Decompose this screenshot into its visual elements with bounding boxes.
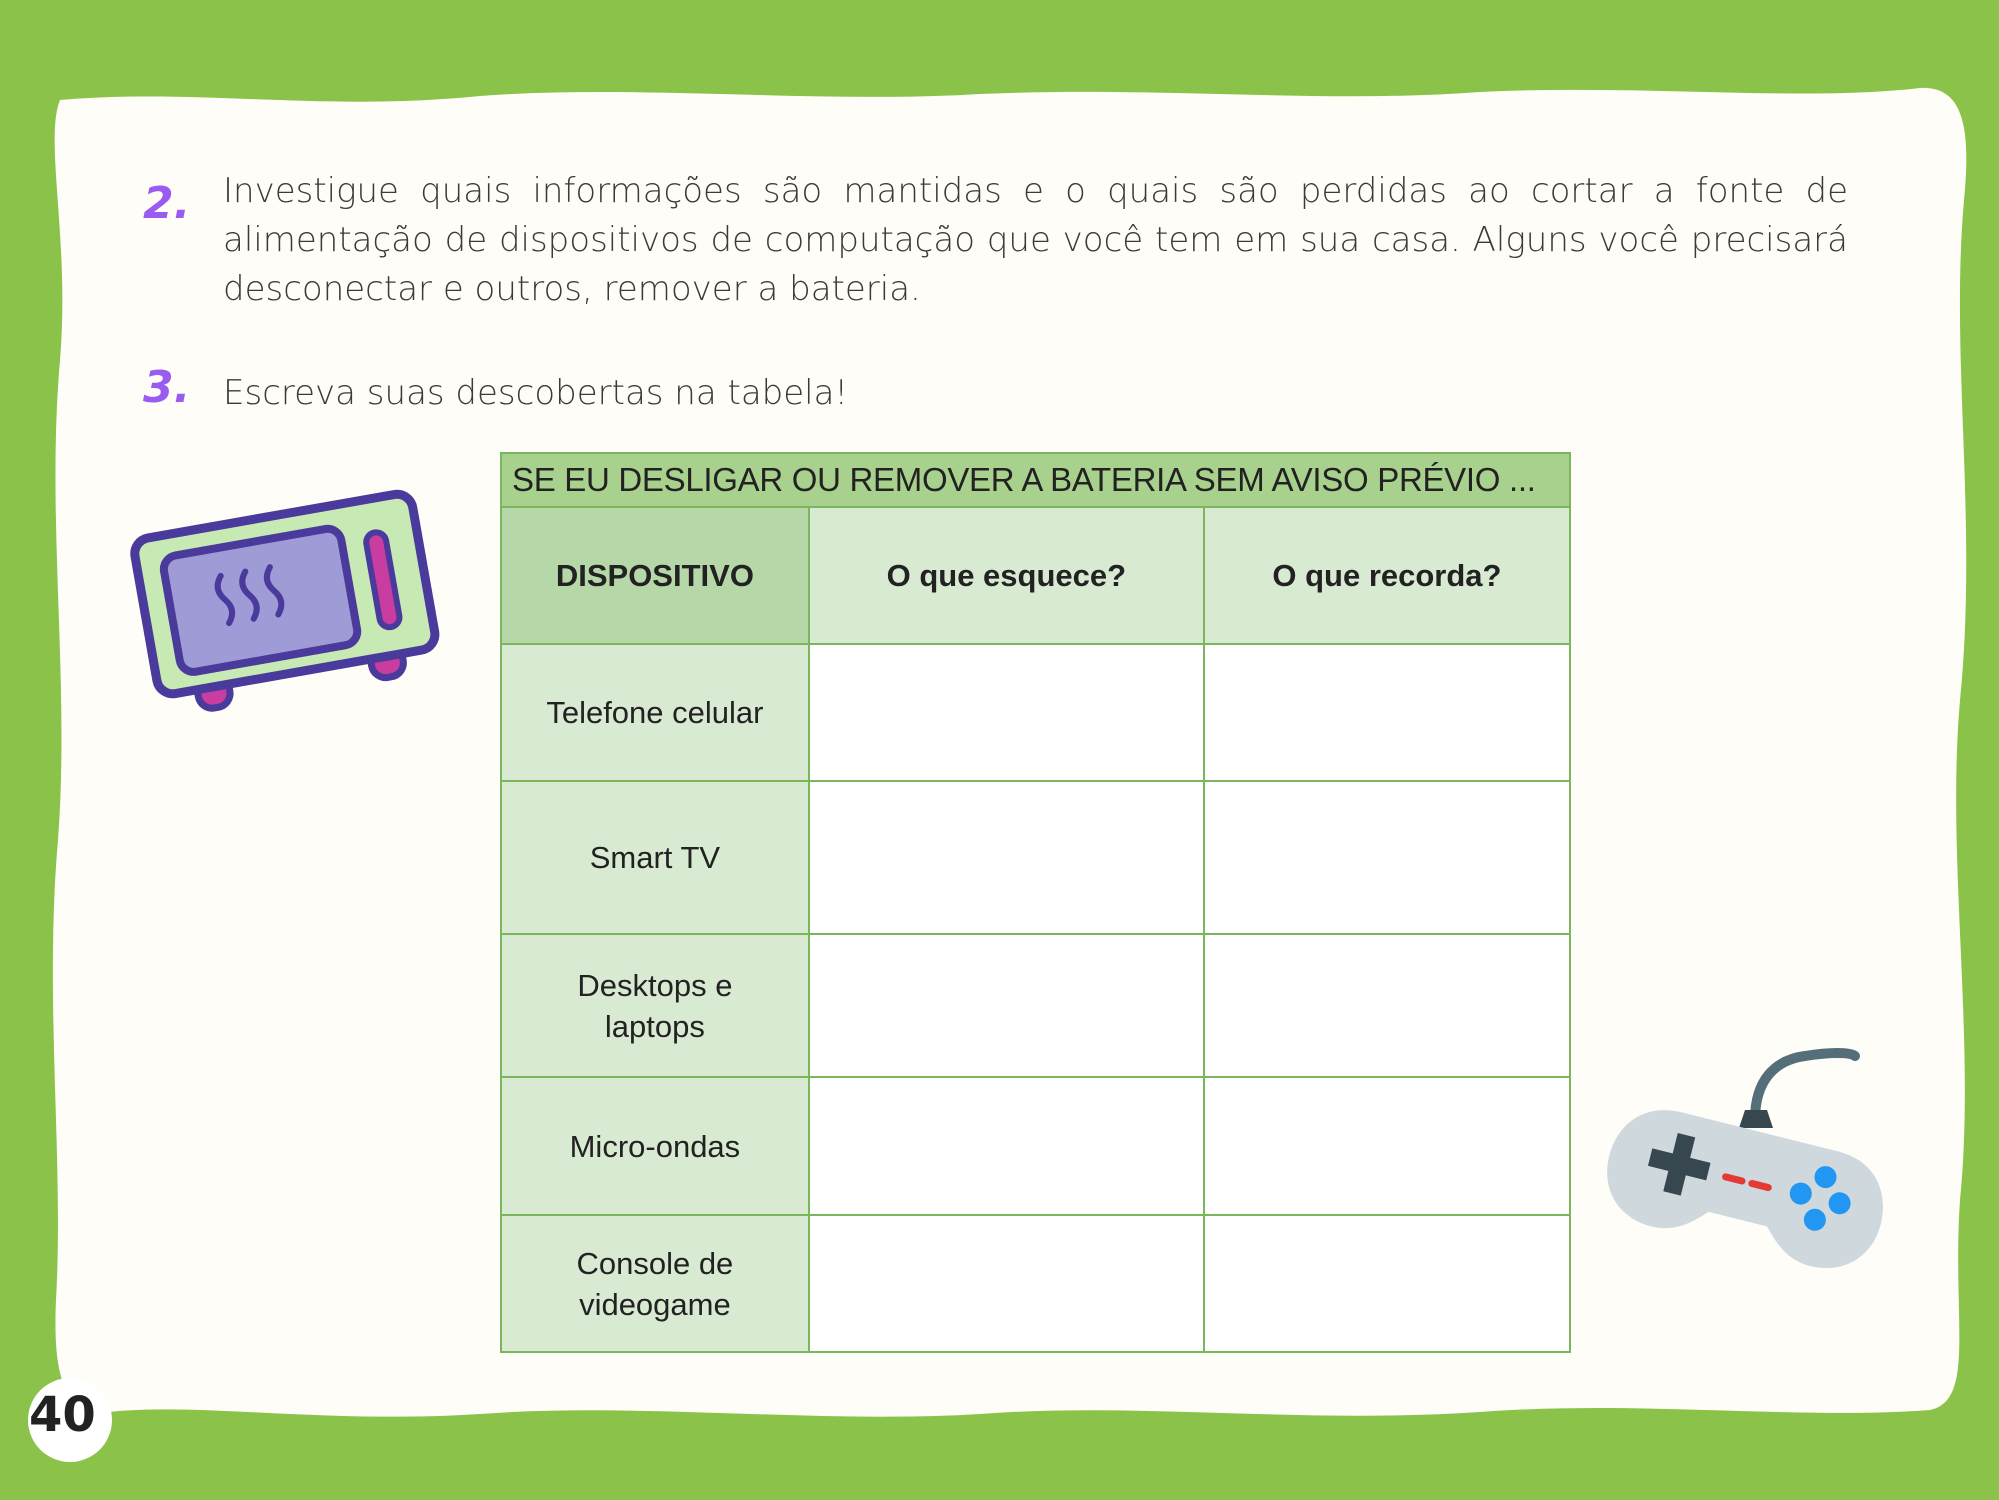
header-remembers: O que recorda? — [1204, 507, 1570, 644]
step-2-text: Investigue quais informações são mantidas e o quais são perdidas ao cortar a fonte de alimentação de dispositivos de computação que você tem em sua casa. Alguns você precisará desconectar e outros, remover a bateria. — [223, 171, 1848, 309]
table-row — [501, 934, 1570, 1077]
table-row — [501, 1215, 1570, 1352]
forgets-cell[interactable] — [809, 781, 1204, 934]
device-cell: Telefone celular — [501, 644, 809, 781]
remembers-cell[interactable] — [1204, 934, 1570, 1077]
table-row — [501, 644, 1570, 781]
forgets-cell[interactable] — [809, 644, 1204, 781]
findings-table — [500, 452, 1571, 1353]
microwave-icon — [130, 465, 440, 730]
remembers-cell[interactable] — [1204, 1077, 1570, 1215]
header-forgets: O que esquece? — [809, 507, 1204, 644]
step-3-number: 3. — [143, 362, 191, 413]
forgets-cell[interactable] — [809, 934, 1204, 1077]
device-cell: Micro-ondas — [501, 1077, 809, 1215]
step-2-number: 2. — [143, 178, 191, 229]
forgets-cell[interactable] — [809, 1077, 1204, 1215]
remembers-cell[interactable] — [1204, 1215, 1570, 1352]
device-cell: Desktops e laptops — [501, 934, 809, 1077]
device-cell: Console de videogame — [501, 1215, 809, 1352]
game-controller-icon — [1605, 1040, 1885, 1270]
device-cell: Smart TV — [501, 781, 809, 934]
table-title: SE EU DESLIGAR OU REMOVER A BATERIA SEM AVISO PRÉVIO ... — [501, 453, 1570, 507]
table-row — [501, 1077, 1570, 1215]
forgets-cell[interactable] — [809, 1215, 1204, 1352]
remembers-cell[interactable] — [1204, 644, 1570, 781]
header-device: DISPOSITIVO — [501, 507, 809, 644]
step-3-text: Escreva suas descobertas na tabela! — [223, 373, 849, 413]
remembers-cell[interactable] — [1204, 781, 1570, 934]
table-row — [501, 781, 1570, 934]
page-number: 40 — [29, 1387, 96, 1443]
